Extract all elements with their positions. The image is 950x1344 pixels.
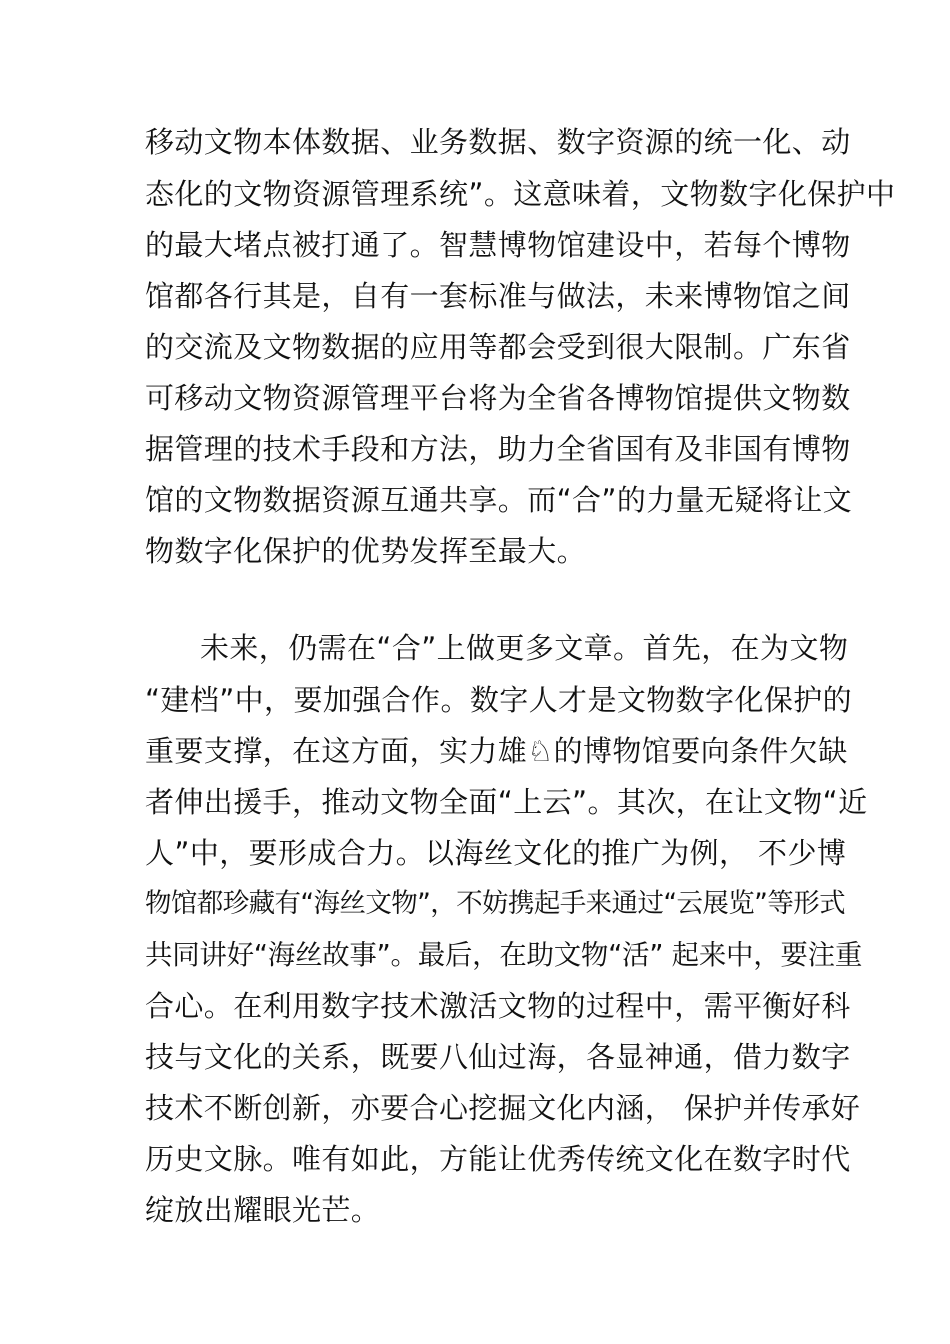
text-line: 据管理的技术手段和方法，助力全省国有及非国有博物 [145,432,851,466]
text-line: 物馆都珍藏有“海丝文物”，不妨携起手来通过“云展览”等形式 [145,888,846,919]
text-line: 历史文脉。唯有如此，方能让优秀传统文化在数字时代 [145,1142,851,1176]
text-line: 物数字化保护的优势发挥至最大。 [145,534,587,568]
text-line: 的最大堵点被打通了。智慧博物馆建设中，若每个博物 [145,228,851,262]
text-line: 移动文物本体数据、业务数据、数字资源的统一化、动 [145,125,851,159]
text-line: 人”中，要形成合力。以海丝文化的推广为例， 不少博 [145,836,847,870]
text-line: 合心。在利用数字技术激活文物的过程中，需平衡好科 [145,989,851,1023]
text-line: 共同讲好“海丝故事”。最后，在助文物“活” 起来中，要注重 [145,939,863,971]
text-line: 可移动文物资源管理平台将为全省各博物馆提供文物数 [145,381,851,415]
text-line: 者伸出援手，推动文物全面“上云”。其次，在让文物“近 [145,785,868,819]
text-line: 重要支撑，在这方面，实力雄♘的博物馆要向条件欠缺 [145,734,848,768]
text-line: 技术不断创新，亦要合心挖掘文化内涵， 保护并传承好 [145,1091,861,1125]
text-line: 绽放出耀眼光芒。 [145,1193,381,1227]
text-line: 态化的文物资源管理系统”。这意味着，文物数字化保护中 [145,177,896,211]
text-line: 的交流及文物数据的应用等都会受到很大限制。广东省 [145,330,851,364]
text-line: 技与文化的关系，既要八仙过海，各显神通，借力数字 [145,1040,851,1074]
text-line: “建档”中，要加强合作。数字人才是文物数字化保护的 [145,683,853,717]
text-line: 馆的文物数据资源互通共享。而“合”的力量无疑将让文 [145,483,853,517]
text-line: 馆都各行其是，自有一套标准与做法，未来博物馆之间 [145,279,851,313]
text-line: 未来，仍需在“合”上做更多文章。首先，在为文物 [200,631,849,665]
